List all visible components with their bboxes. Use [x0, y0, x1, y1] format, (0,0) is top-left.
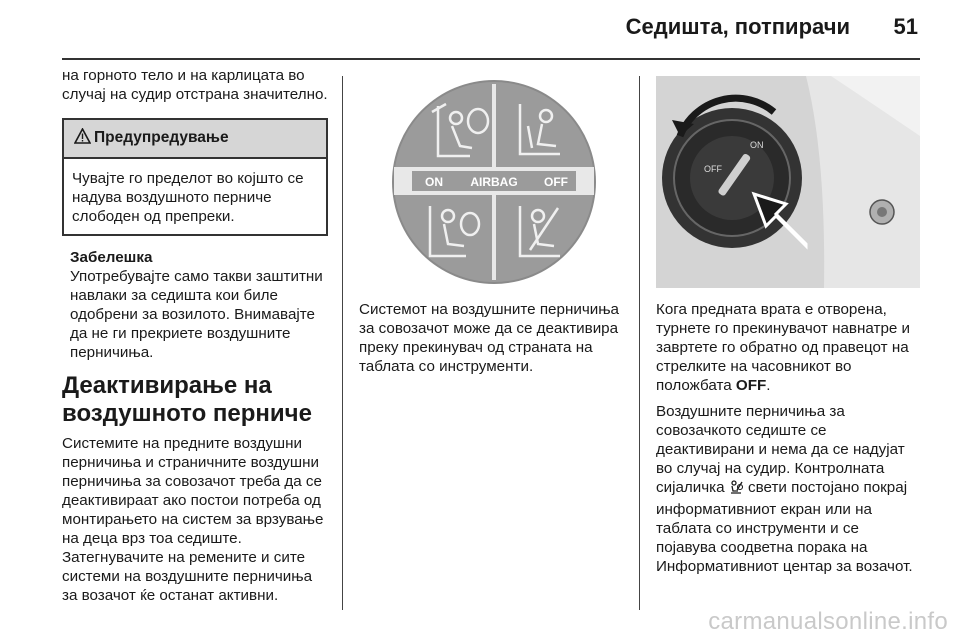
deactivation-paragraph [656, 402, 922, 576]
warning-title: Предупредување [94, 129, 229, 146]
intro-text: на горното тело и на карлицата во случај на судир отстрана значително. [62, 67, 328, 103]
instruction-end: . [766, 377, 771, 394]
warning-text: Чувајте го пределот во којшто се надува воздушното перниче слободен од препреки. [72, 170, 304, 225]
section-heading: Деактивирање на воздушното перниче [62, 372, 312, 427]
label-on: ON [425, 175, 443, 189]
column-3 [656, 300, 922, 583]
deactivation-text-end: свети постојано покрај информативниот екран или на таблата со инструменти и се појавува соодветна порака на Информативниот центар за возачот. [656, 479, 913, 575]
airbag-off-indicator-icon [729, 480, 744, 500]
note-title: Забелешка [70, 249, 153, 266]
page-number: 51 [893, 14, 918, 39]
key-switch-figure [656, 76, 920, 288]
column-divider-1 [342, 76, 343, 610]
warning-box [62, 118, 328, 236]
label-airbag: AIRBAG [470, 175, 518, 189]
page-header-title: Седишта, потпирачи [625, 14, 850, 39]
column-1 [62, 66, 328, 612]
airbag-label-figure [360, 76, 628, 288]
label-off: OFF [544, 175, 568, 189]
section-body: Системите на предните воздушни перничиња и страничните воздушни перничиња за совозачот треба да се деактивираат ако постои потреба од монтирањето на систем за врзување на деца врз тоа седиште. Затегнувачите на ремените и сите системи на воздушните перничиња за возачот ќе останат активни. [62, 435, 324, 604]
warning-icon [74, 128, 91, 149]
deactivation-text: Воздушните перничиња за совозачкото седиште се деактивирани и нема да се надујат во случај на судир. Контролната сијаличка [656, 403, 905, 496]
switch-description: Системот на воздушните перничиња за совозачот може да се деактивира преку прекинувач од страната на таблата со инструменти. [359, 301, 619, 375]
note-text: Употребувајте само такви заштитни навлаки за седишта кои биле одобрени за возилото. Внимавајте да не ги прекриете воздушните перничиња. [70, 268, 323, 361]
header-rule [62, 58, 920, 60]
label-off: OFF [704, 164, 722, 174]
instruction-text: Кога предната врата е отворена, турнете го прекинувачот навнатре и завртете го обратно од правецот на стрелките на часовникот во положбата [656, 301, 911, 394]
column-2 [359, 300, 627, 383]
off-position-label: OFF [735, 377, 767, 394]
column-divider-2 [639, 76, 640, 610]
instruction-paragraph [656, 300, 922, 395]
warning-header [64, 120, 326, 159]
label-on: ON [750, 140, 764, 150]
note-block [62, 248, 328, 362]
watermark: carmanualsonline.info [708, 608, 948, 635]
